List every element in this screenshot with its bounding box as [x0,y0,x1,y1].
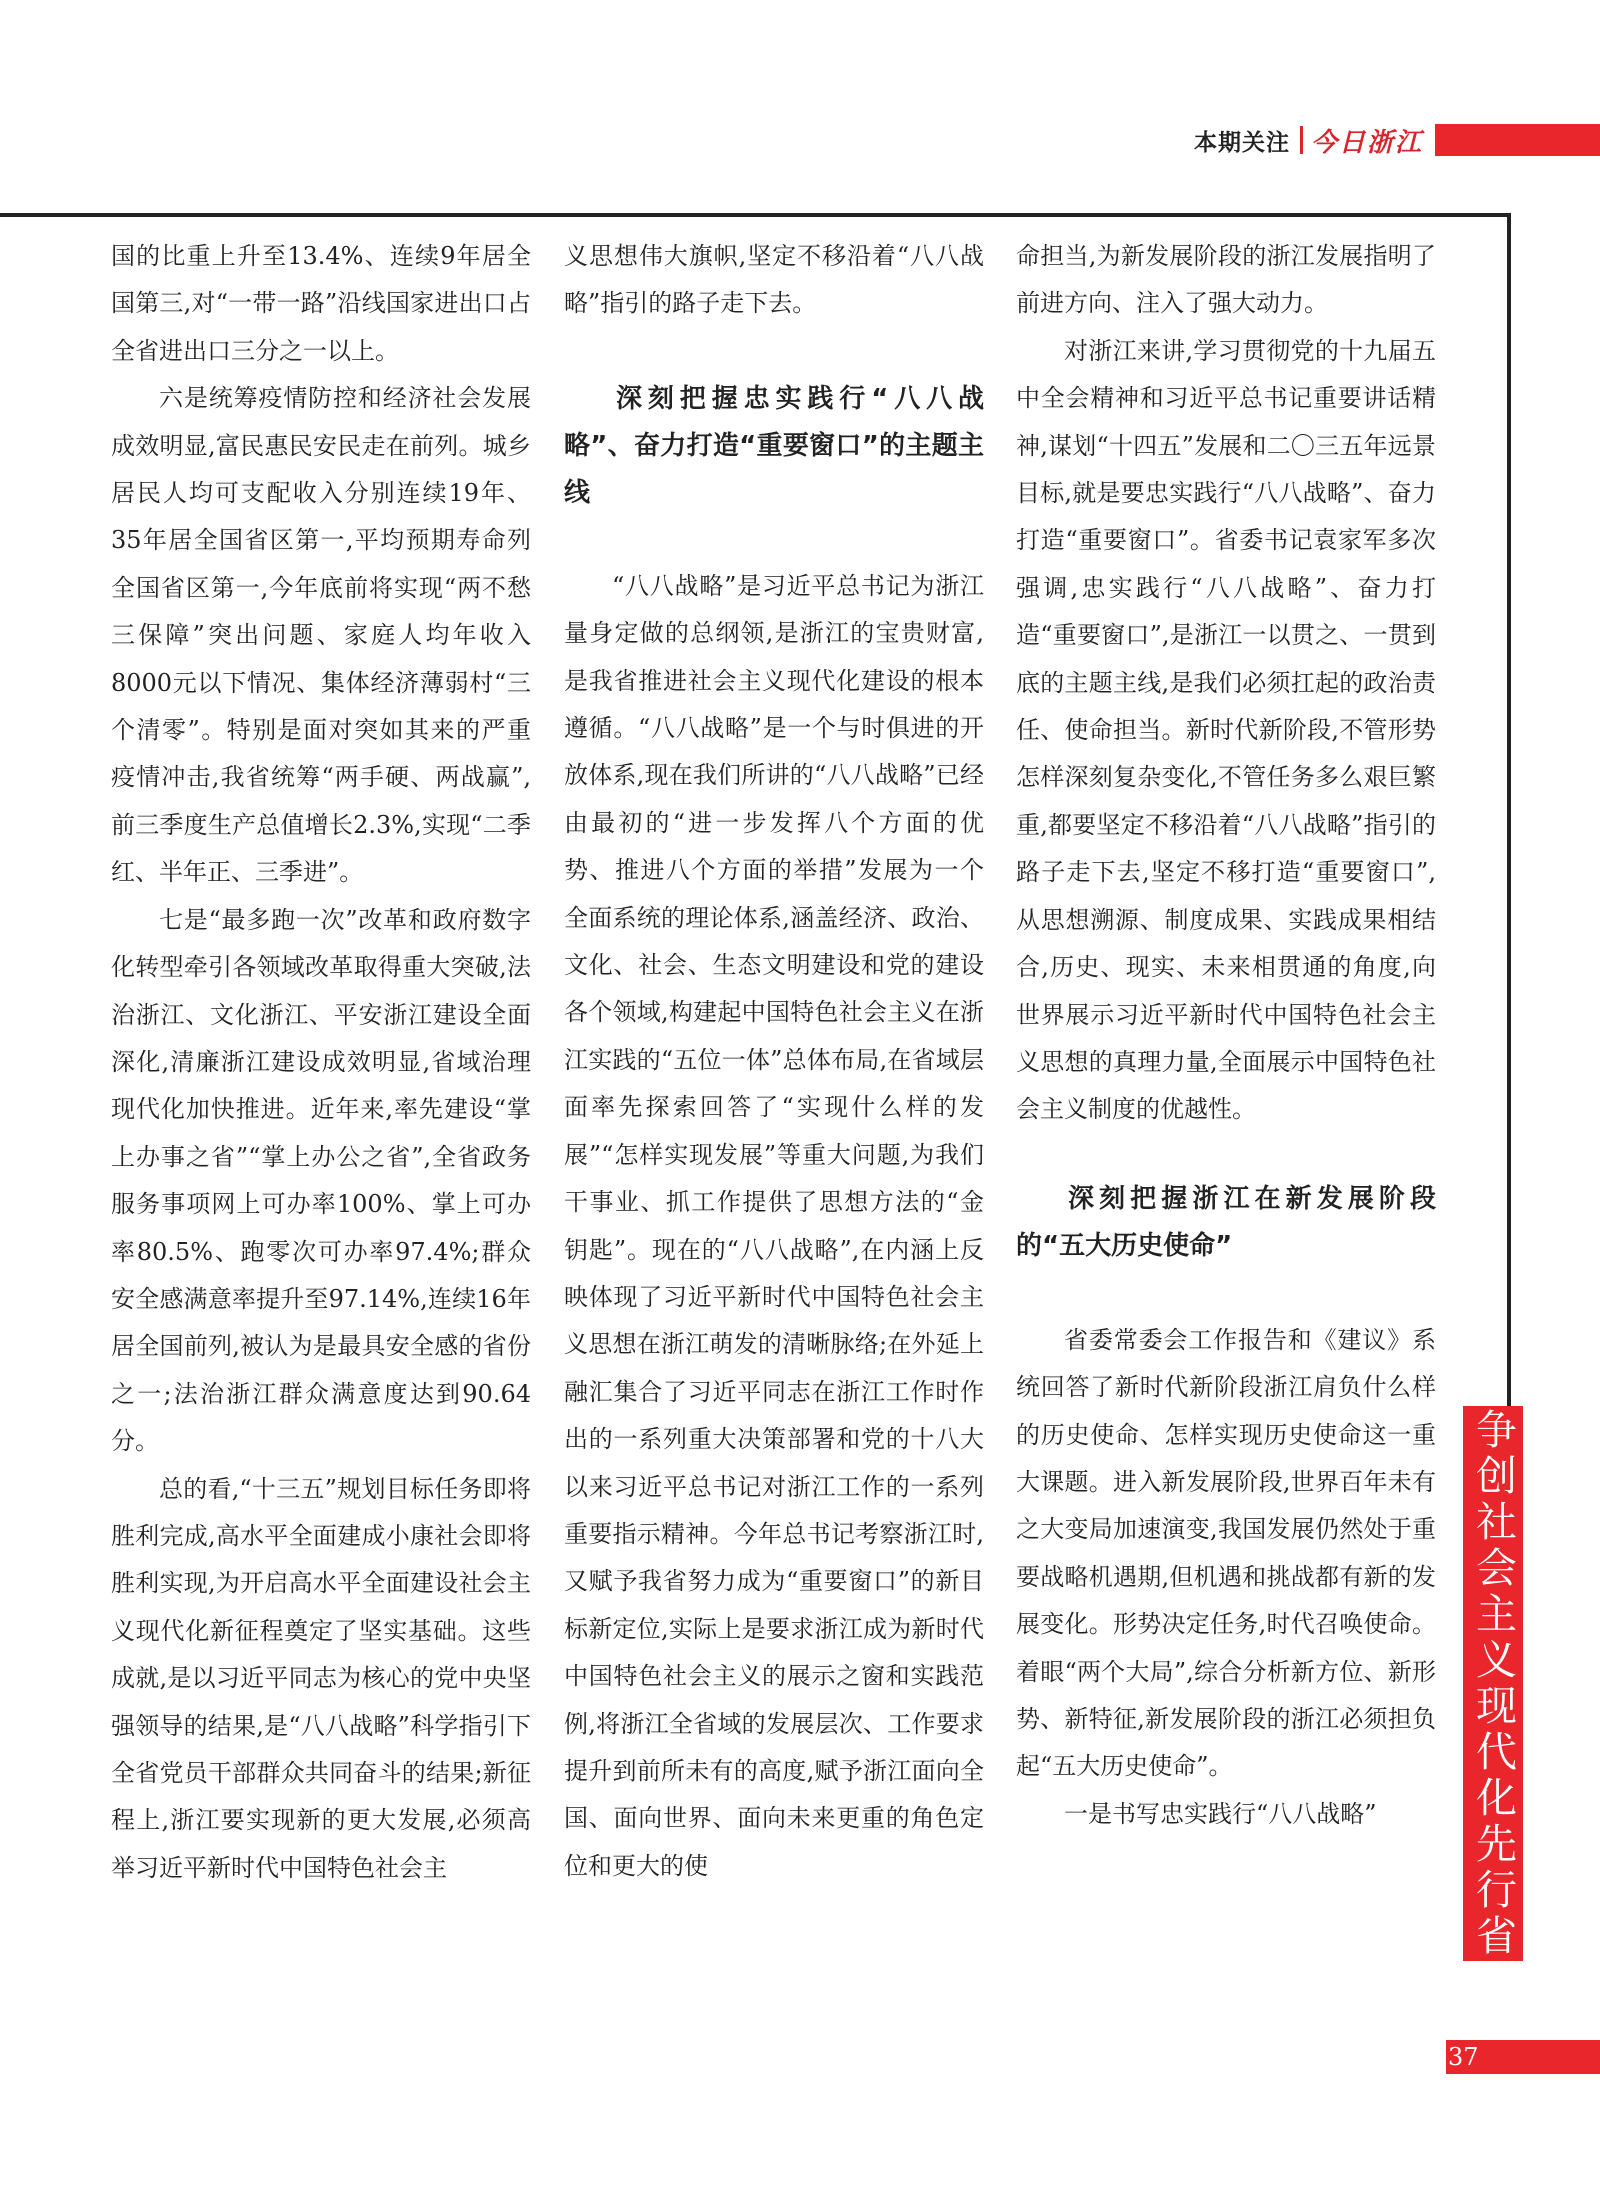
frame-right-rule [1507,213,1511,1426]
text-column-3 [1016,233,1436,1838]
paragraph: 一是书写忠实践行“八八战略” [1064,1799,1377,1828]
text-column-1 [111,233,531,1892]
page-header [1194,122,1600,158]
section-label: 本期关注 [1193,129,1290,156]
paragraph: 命担当,为新发展阶段的浙江发展指明了前进方向、注入了强大动力。 [1016,242,1436,318]
paragraph: 七是“最多跑一次”改革和政府数字化转型牵引各领域改革取得重大突破,法治浙江、文化浙江、平安浙江建设全面深化,清廉浙江建设成效明显,省域治理现代化加快推进。近年来,率先建设“掌上办事之省”“掌上办公之省”,全省政务服务事项网上可办率100%、掌上可办率80.5%、跑零次可办率97.4%;群众安全感满意率提升至97.14%,连续16年居全国前列,被认为是最具安全感的省份之一;法治浙江群众满意度达到90.64分。 [111,905,531,1456]
paragraph: 对浙江来讲,学习贯彻党的十九届五中全会精神和习近平总书记重要讲话精神,谋划“十四五”发展和二〇三五年远景目标,就是要忠实践行“八八战略”、奋力打造“重要窗口”。省委书记袁家军多次强调,忠实践行“八八战略”、奋力打造“重要窗口”,是浙江一以贯之、一贯到底的主题主线,是我们必须扛起的政治责任、使命担当。新时代新阶段,不管形势怎样深刻复杂变化,不管任务多么艰巨繁重,都要坚定不移沿着“八八战略”指引的路子走下去,坚定不移打造“重要窗口”,从思想溯源、制度成果、实践成果相结合,历史、现实、未来相贯通的角度,向世界展示习近平新时代中国特色社会主义思想的真理力量,全面展示中国特色社会主义制度的优越性。 [1016,336,1436,1124]
side-banner: 争创社会主义现代化先行省 [1463,1406,1523,1961]
paragraph: 总的看,“十三五”规划目标任务即将胜利完成,高水平全面建成小康社会即将胜利实现,为开启高水平全面建设社会主义现代化新征程奠定了坚实基础。这些成就,是以习近平同志为核心的党中央坚强领导的结果,是“八八战略”科学指引下全省党员干部群众共同奋斗的结果;新征程上,浙江要实现新的更大发展,必须高举习近平新时代中国特色社会主 [111,1474,531,1882]
section-heading: 深刻把握忠实践行“八八战略”、奋力打造“重要窗口”的主题主线 [564,383,984,508]
paragraph: 六是统筹疫情防控和经济社会发展成效明显,富民惠民安民走在前列。城乡居民人均可支配收入分别连续19年、35年居全国省区第一,平均预期寿命列全国省区第一,今年底前将实现“两不愁三保障”突出问题、家庭人均年收入8000元以下情况、集体经济薄弱村“三个清零”。特别是面对突如其来的严重疫情冲击,我省统筹“两手硬、两战赢”,前三季度生产总值增长2.3%,实现“二季红、半年正、三季进”。 [111,384,531,887]
text-column-2 [564,233,984,1890]
paragraph: 国的比重上升至13.4%、连续9年居全国第三,对“一带一路”沿线国家进出口占全省进出口三分之一以上。 [111,242,531,365]
magazine-logo: 今日浙江 [1310,127,1423,158]
paragraph: 义思想伟大旗帜,坚定不移沿着“八八战略”指引的路子走下去。 [564,242,984,318]
page-number: 37 [1448,2043,1479,2071]
header-accent-bar [1435,124,1600,156]
paragraph: “八八战略”是习近平总书记为浙江量身定做的总纲领,是浙江的宝贵财富,是我省推进社会主义现代化建设的根本遵循。“八八战略”是一个与时俱进的开放体系,现在我们所讲的“八八战略”已经由最初的“进一步发挥八个方面的优势、推进八个方面的举措”发展为一个全面系统的理论体系,涵盖经济、政治、文化、社会、生态文明建设和党的建设各个领域,构建起中国特色社会主义在浙江实践的“五位一体”总体布局,在省域层面率先探索回答了“实现什么样的发展”“怎样实现发展”等重大问题,为我们干事业、抓工作提供了思想方法的“金钥匙”。现在的“八八战略”,在内涵上反映体现了习近平新时代中国特色社会主义思想在浙江萌发的清晰脉络;在外延上融汇集合了习近平同志在浙江工作时作出的一系列重大决策部署和党的十八大以来习近平总书记对浙江工作的一系列重要指示精神。今年总书记考察浙江时,又赋予我省努力成为“重要窗口”的新目标新定位,实际上是要求浙江成为新时代中国特色社会主义的展示之窗和实践范例,将浙江全省域的发展层次、工作要求提升到前所未有的高度,赋予浙江面向全国、面向世界、面向未来更重的角色定位和更大的使 [564,571,984,1880]
paragraph: 省委常委会工作报告和《建议》系统回答了新时代新阶段浙江肩负什么样的历史使命、怎样实现历史使命这一重大课题。进入新发展阶段,世界百年未有之大变局加速演变,我国发展仍然处于重要战略机遇期,但机遇和挑战都有新的发展变化。形势决定任务,时代召唤使命。着眼“两个大局”,综合分析新方位、新形势、新特征,新发展阶段的浙江必须担负起“五大历史使命”。 [1016,1325,1436,1781]
section-heading: 深刻把握浙江在新发展阶段的“五大历史使命” [1016,1183,1436,1261]
frame-top-rule [0,213,1510,217]
header-divider [1300,126,1303,154]
